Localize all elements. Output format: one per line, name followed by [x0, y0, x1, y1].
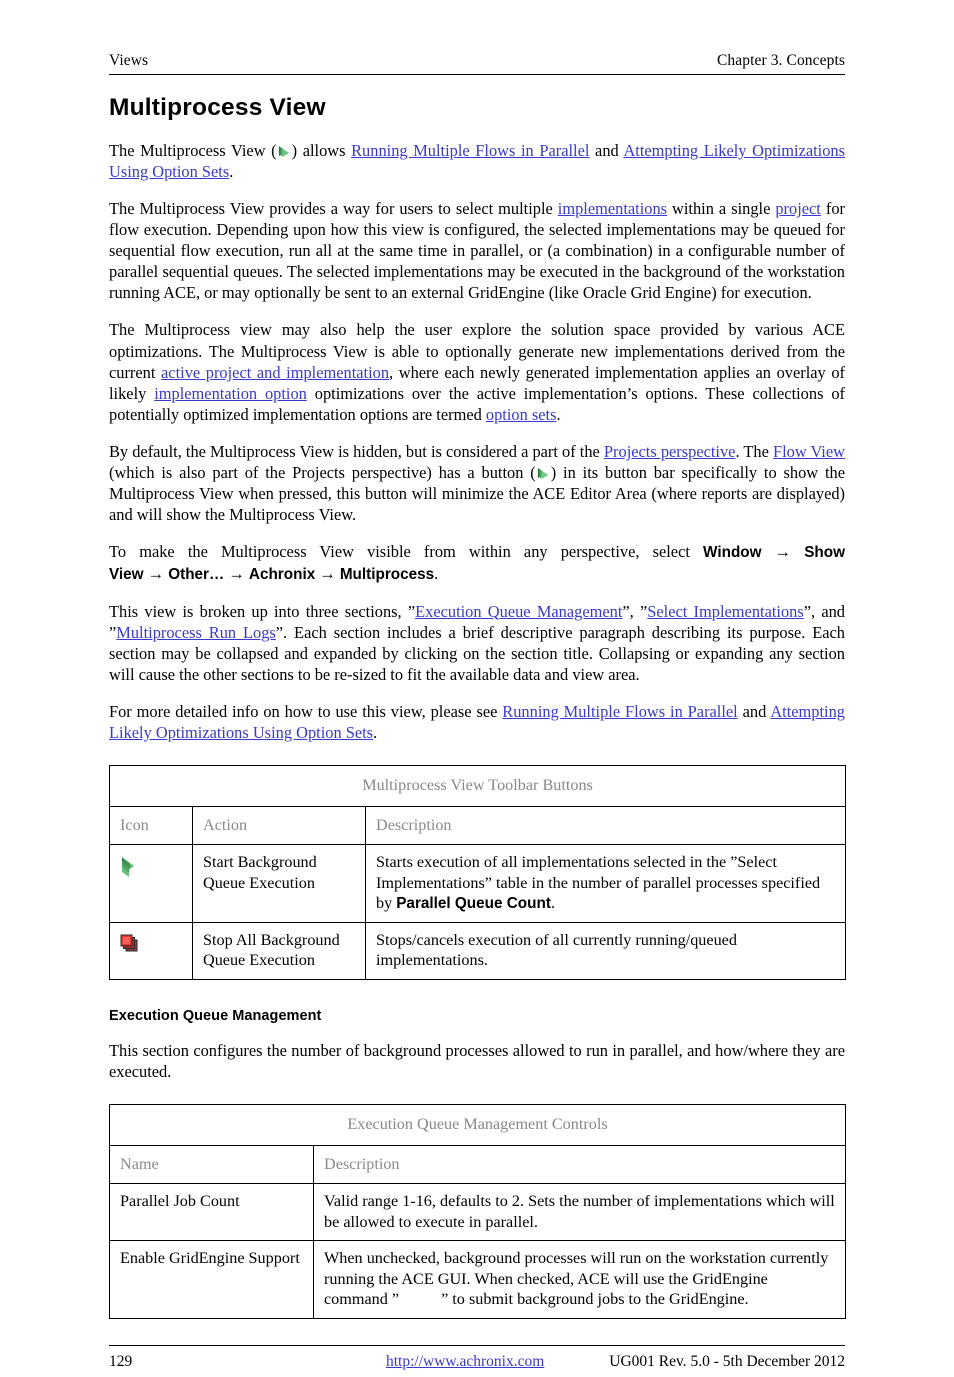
table2-col-name: Name [110, 1145, 314, 1184]
link-option-sets[interactable]: option sets [485, 404, 557, 424]
table-caption-row [110, 765, 846, 806]
link-running-multiple-flows[interactable]: Running Multiple Flows in Parallel [351, 140, 590, 160]
paragraph-visibility [109, 441, 845, 525]
page-title: Multiprocess View [109, 94, 326, 121]
parallel-queue-count-label: Parallel Queue Count [396, 895, 551, 913]
section-intro-paragraph: This section configures the number of background processes allowed to run in parallel, and how/where they are executed. [109, 1040, 845, 1081]
link-flow-view[interactable]: Flow View [772, 441, 845, 461]
text-run: ”, ” [622, 601, 648, 621]
link-projects-perspective[interactable]: Projects perspective [603, 441, 736, 461]
link-attempting-likely-optimizations-2[interactable]: Attempting Likely Optimizations Using Option Sets [109, 701, 845, 742]
link-implementation-option[interactable]: implementation option [154, 383, 307, 403]
link-select-implementations[interactable]: Select Implementations [647, 601, 804, 621]
page-number: 129 [109, 1353, 133, 1370]
link-multiprocess-run-logs[interactable]: Multiprocess Run Logs [116, 622, 276, 642]
paragraph-optimizations [109, 319, 845, 424]
text-run: To make the Multiprocess View visible from within any perspective, select [109, 542, 704, 562]
text-run: (which is also part of the Projects perspective) has a button ( [109, 462, 536, 482]
text-run: ” to submit background jobs to the GridEngine. [441, 1290, 749, 1309]
text-run: . [373, 722, 378, 742]
text-run: . [556, 404, 561, 424]
text-run: . [550, 894, 555, 913]
header-rule [109, 74, 845, 75]
stop-all-background-queue-icon-cell [110, 922, 193, 979]
table2-col-description: Description [314, 1145, 846, 1184]
link-attempting-likely-optimizations[interactable]: Attempting Likely Optimizations Using Option Sets [109, 140, 845, 182]
section-heading-execution-queue-management: Execution Queue Management [109, 1007, 322, 1024]
menu-window: Window [703, 544, 762, 562]
paragraph-intro [109, 140, 845, 182]
arrow-icon: → [319, 563, 336, 583]
table-row [110, 845, 846, 923]
text-run: The Multiprocess view may also help the user explore the solution space provided by various ACE optimizations. The Multiprocess View is able to optionally generate new implementations derived from the current [109, 320, 845, 382]
text-run: within a single [667, 199, 776, 219]
paragraph-more-info [109, 701, 845, 743]
multiprocess-green-arrow-icon [277, 143, 292, 158]
arrow-icon: → [228, 563, 245, 583]
text-run: ) in its button bar specifically to show the Multiprocess View when pressed, this button will minimize the ACE Editor Area (where reports are displayed) and will show the Multiprocess View. [109, 462, 845, 525]
text-run: . [434, 563, 439, 583]
page-content [109, 0, 845, 1377]
text-run: When unchecked, background processes will run on the workstation currently running the ACE GUI. When checked, ACE will use the GridEngine command ” [324, 1249, 829, 1309]
text-run: . [229, 162, 234, 182]
running-head [109, 0, 845, 70]
table2-caption: Execution Queue Management Controls [110, 1105, 846, 1146]
start-background-queue-icon-cell [110, 845, 193, 923]
table1-description-1 [366, 845, 846, 923]
text-run: . The [735, 441, 773, 461]
stop-all-background-queue-icon [120, 934, 140, 954]
toolbar-buttons-table [109, 765, 846, 980]
text-run: Starts execution of all implementations selected in the ”Select Implementations” table in the number of parallel processes specified by [376, 853, 821, 913]
link-execution-queue-management[interactable]: Execution Queue Management [415, 601, 623, 621]
start-background-queue-icon [120, 856, 140, 878]
table1-col-description: Description [366, 806, 846, 845]
table1-col-icon: Icon [110, 806, 193, 845]
table2-name-1: Parallel Job Count [110, 1184, 314, 1241]
paragraph-menu-path [109, 541, 845, 584]
running-head-right: Chapter 3. Concepts [716, 52, 845, 69]
table1-col-action: Action [193, 806, 366, 845]
link-project[interactable]: project [775, 199, 821, 219]
table1-action-2: Stop All Background Queue Execution [193, 922, 366, 979]
table2-name-2: Enable GridEngine Support [110, 1241, 314, 1319]
arrow-icon: → [147, 563, 165, 583]
footer-url-link[interactable]: http://www.achronix.com [386, 1353, 545, 1370]
arrow-icon: → [774, 542, 792, 562]
table-header-row [110, 806, 846, 845]
text-run: , where each newly generated implementation applies an overlay of likely [109, 362, 845, 403]
page-footer [109, 1346, 845, 1377]
text-run: optimizations over the active implementation’s options. These collections of potentially optimized implementation options are termed [109, 383, 845, 424]
text-run: ”. Each section includes a brief descriptive paragraph describing its purpose. Each section may be collapsed and expanded by clicking on the section title. Collapsing or expanding any section will cause the other sections to be re-sized to fit the available data and view area. [109, 622, 845, 684]
paragraph-overview [109, 198, 845, 303]
menu-achronix: Achronix [248, 565, 316, 583]
table2-description-1: Valid range 1-16, defaults to 2. Sets the number of implementations which will be allowed to execute in parallel. [314, 1184, 846, 1241]
link-implementations[interactable]: implementations [557, 199, 668, 219]
table-row [110, 1241, 846, 1319]
running-head-left: Views [109, 52, 149, 69]
text-run: and [589, 140, 624, 160]
text-run: and [737, 701, 771, 721]
text-run: The Multiprocess View provides a way for users to select multiple [109, 199, 558, 219]
menu-other: Other… [168, 565, 225, 583]
table1-caption: Multiprocess View Toolbar Buttons [110, 765, 846, 806]
table-caption-row [110, 1105, 846, 1146]
table1-description-2: Stops/cancels execution of all currently running/queued implementations. [366, 922, 846, 979]
link-running-multiple-flows-2[interactable]: Running Multiple Flows in Parallel [502, 701, 738, 721]
link-active-project-and-implementation[interactable]: active project and implementation [161, 362, 390, 382]
text-run: ”, and ” [109, 601, 845, 642]
table-row [110, 1184, 846, 1241]
multiprocess-green-arrow-icon [536, 465, 551, 480]
text-run: For more detailed info on how to use this view, please see [109, 701, 503, 721]
table1-action-1: Start Background Queue Execution [193, 845, 366, 923]
text-run: By default, the Multiprocess View is hidden, but is considered a part of the [109, 441, 604, 461]
menu-show-view: Show View [109, 544, 845, 583]
text-run: for flow execution. Depending upon how this view is configured, the selected implementations may be queued for sequential flow execution, run all at the same time in parallel, or (a combination) in a configurable number of parallel sequential queues. The selected implementations may be executed in the background of the workstation running ACE, or may optionally be sent to an external GridEngine (like Oracle Grid Engine) for execution. [109, 199, 845, 303]
text-run: This view is broken up into three sections, ” [109, 601, 416, 621]
footer-revision: UG001 Rev. 5.0 - 5th December 2012 [609, 1353, 845, 1370]
paragraph-sections [109, 601, 845, 685]
execution-queue-controls-table [109, 1104, 846, 1319]
text-run: The Multiprocess View ( [109, 140, 277, 160]
text-run: ) allows [291, 140, 352, 160]
table2-description-2 [314, 1241, 846, 1319]
menu-multiprocess: Multiprocess [339, 565, 435, 583]
table-header-row [110, 1145, 846, 1184]
table-row [110, 922, 846, 979]
